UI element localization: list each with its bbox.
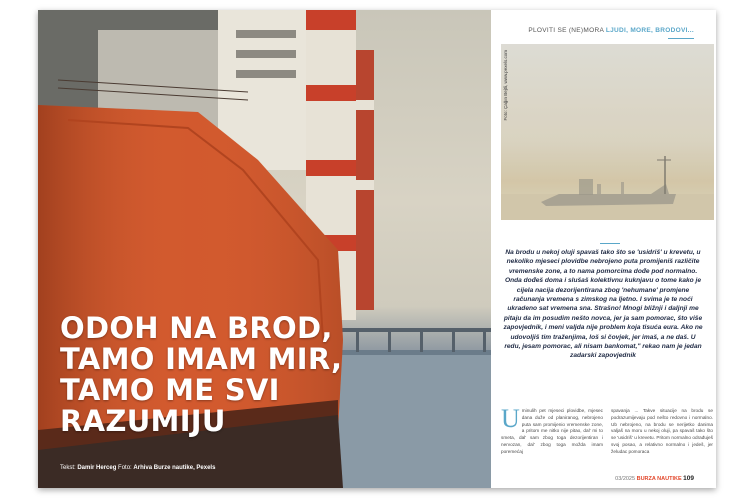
body-column-1 xyxy=(501,404,603,456)
folio-issue: 03/2025 xyxy=(615,476,636,482)
article-headline xyxy=(60,313,342,437)
running-head-section: LJUDI, MORE, BRODOVI... xyxy=(605,27,694,34)
headline-line-2: TAMO IMAM MIR, xyxy=(60,342,343,376)
headline-line-3: TAMO ME SVI xyxy=(60,373,280,407)
photo-credit: Foto: Çağın Bejtli, www.pexels.com xyxy=(503,50,508,121)
left-page-photo xyxy=(38,10,491,488)
page-folio xyxy=(615,475,694,482)
folio-page-number: 109 xyxy=(683,475,694,482)
article-credits xyxy=(60,465,215,471)
folio-magazine: BURZA NAUTIKE xyxy=(636,476,682,482)
body-column-1-text: minulih pet mjeseci plovidbe, mjesec dana duže od planiranog, nebrojeno puta sam promijenio vremenske zone, a pritom me nitko nije pitao, dal' mi to smeta, dal' sam zbog toga dezorijentiran i nervozan, dal' zbog toga možda imam poremećaj xyxy=(501,408,603,454)
credits-author: Damir Herceg xyxy=(77,465,117,471)
pull-quote-rule xyxy=(600,243,620,244)
running-head xyxy=(528,27,694,34)
headline-line-4: RAZUMIJU xyxy=(60,404,226,438)
running-head-title: PLOVITI SE (NE)MORA xyxy=(528,27,604,34)
fog-ship-photo xyxy=(501,44,714,220)
credits-label-text: Tekst: xyxy=(60,465,76,471)
fog-ship-silhouette xyxy=(501,44,714,220)
body-column-2: spavanja ... Takve situacije na brodu se podrazumijevaju pod nešto redovno i normalno. Ub nebrojeno, na brodu se nerijetko danima valjaš na moru u nekoj oluji, pa spavaš tako što se 'usidriš' u krevetu. Pritom normalno odrađuješ svoj posao, a relativno normalno i jedeš, jer želudac pomorаca xyxy=(611,408,713,454)
drop-cap: U xyxy=(501,404,520,433)
credits-label-photo: Foto: xyxy=(118,465,132,471)
running-head-rule xyxy=(668,38,694,39)
pull-quote: Na brodu u nekoj oluji spavaš tako što se 'usidriš' u krevetu, u nekoliko mjeseci plovidbe nebrojeno puta promijeniš različite vremenske zone, a to nama pomorcima dođe pod normalno. Onda dođeš doma i slušaš kolektivnu kuknjavu o tome kako je cijela nacija dezorijentirana zbog 'nehumane' promjene računanja vremena s zimskog na ljetno. I svima je te noći ukradeno sat vremena sna. Strašno! Mnogi bližnji i daljnji me pitaju da im posudim nešto novca, jer ja sam pomorac, što više zapovjednik, i meni valjda nije problem koja tisuća eura. Ako ne udovoljiš tim traženjima, loš si čovjek, jer imaš, a ne daš. U redu, jesam pomorac, ali nisam bankomat," rekao nam je jedan zadarski zapovjednik xyxy=(503,249,703,360)
magazine-spread xyxy=(38,10,716,488)
credits-photo: Arhiva Burze nautike, Pexels xyxy=(133,465,216,471)
headline-line-1: ODOH NA BROD, xyxy=(60,311,333,345)
right-page xyxy=(491,10,716,488)
